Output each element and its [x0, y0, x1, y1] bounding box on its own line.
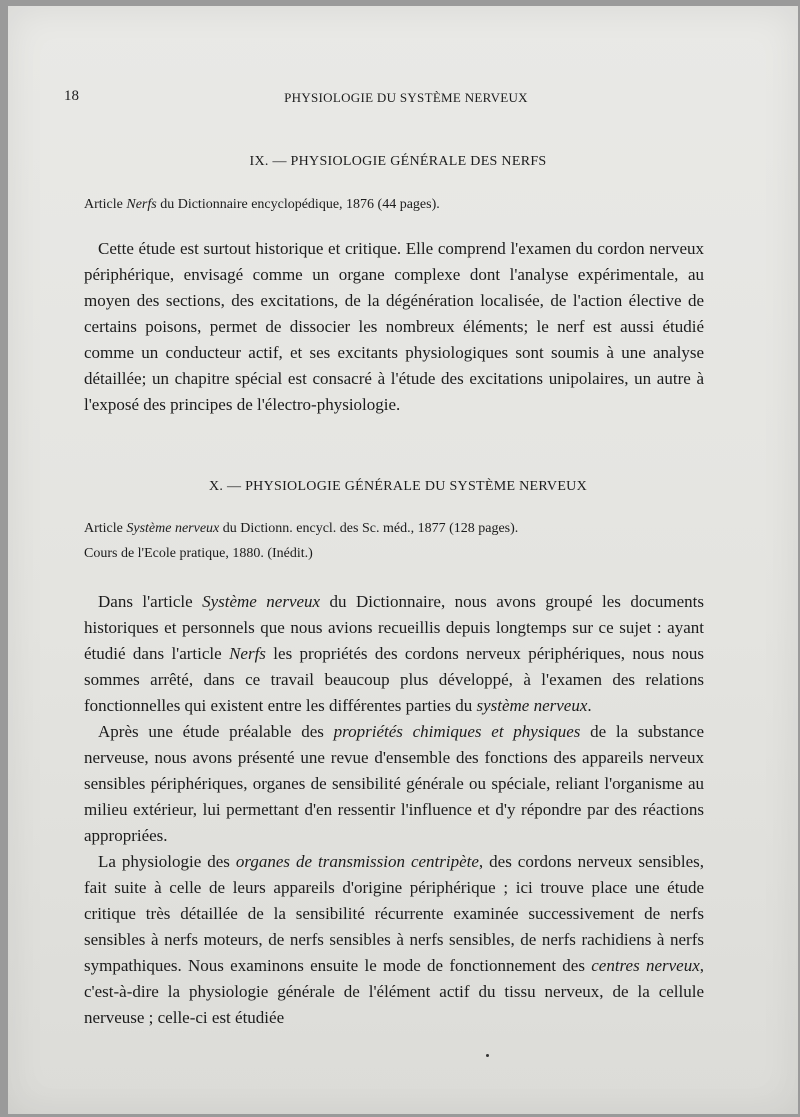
book-page [8, 6, 798, 1114]
reference-cours: Cours de l'Ecole pratique, 1880. (Inédit.) [84, 546, 313, 561]
reference-systeme-nerveux: Article Système nerveux du Dictionn. encycl. des Sc. méd., 1877 (128 pages). [84, 521, 519, 536]
paragraph-la-physiologie: La physiologie des organes de transmission centripète, des cordons nerveux sensibles, fait suite à celle de leurs appareils d'origine périphérique ; ici trouve place une étude critique très détaillée de la sensibilité récurrente examinée successivement de nerfs sensibles à nerfs moteurs, de nerfs sensibles à nerfs sensibles, de nerfs rachidiens à nerfs sympathiques. Nous examinons ensuite le mode de fonctionnement des centres nerveux, c'est-à-dire la physiologie générale de l'élément actif du tissu nerveux, de la cellule nerveuse ; celle-ci est étudiée [84, 852, 705, 1027]
paragraph-nerfs: Cette étude est surtout historique et critique. Elle comprend l'examen du cordon nerveux périphérique, envisagé comme un organe complexe dont l'analyse expérimentale, au moyen des sections, des excitations, de la dégénération localisée, de l'action élective de certains poisons, permet de dissocier les nombreux éléments; le nerf est aussi étudié comme un conducteur actif, et ses excitants physiologiques sont soumis à une analyse détaillée; un chapitre spécial est consacré à l'étude des excitations unipolaires, un autre à l'exposé des principes de l'électro-physiologie. [84, 239, 704, 414]
paragraph-dans-larticle: Dans l'article Système nerveux du Dictionnaire, nous avons groupé les documents historiques et personnels que nous avions recueillis depuis longtemps sur ce sujet : ayant étudié dans l'article Nerfs les propriétés des cordons nerveux périphériques, nous nous sommes arrêté, dans ce travail beaucoup plus développé, à l'examen des relations fonctionnelles qui existent entre les différentes parties du système nerveux. [84, 592, 704, 715]
page-number: 18 [64, 88, 79, 104]
page-header [64, 88, 704, 112]
running-title: PHYSIOLOGIE DU SYSTÈME NERVEUX [284, 90, 528, 105]
paragraph-apres: Après une étude préalable des propriétés chimiques et physiques de la substance nerveuse, nous avons présenté une revue d'ensemble des fonctions des appareils nerveux sensibles périphériques, organes de sensibilité générale ou spéciale, reliant l'organisme au milieu extérieur, lui permettant d'en ressentir l'influence et d'y répondre par des réactions appropriées. [84, 722, 704, 845]
section-title-x: X. — PHYSIOLOGIE GÉNÉRALE DU SYSTÈME NERVEUX [208, 479, 587, 494]
section-x-body [84, 589, 704, 1031]
reference-nerfs: Article Nerfs du Dictionnaire encyclopédique, 1876 (44 pages). [84, 197, 440, 212]
print-speck [486, 1054, 489, 1057]
section-title-ix: IX. — PHYSIOLOGIE GÉNÉRALE DES NERFS [249, 154, 547, 169]
